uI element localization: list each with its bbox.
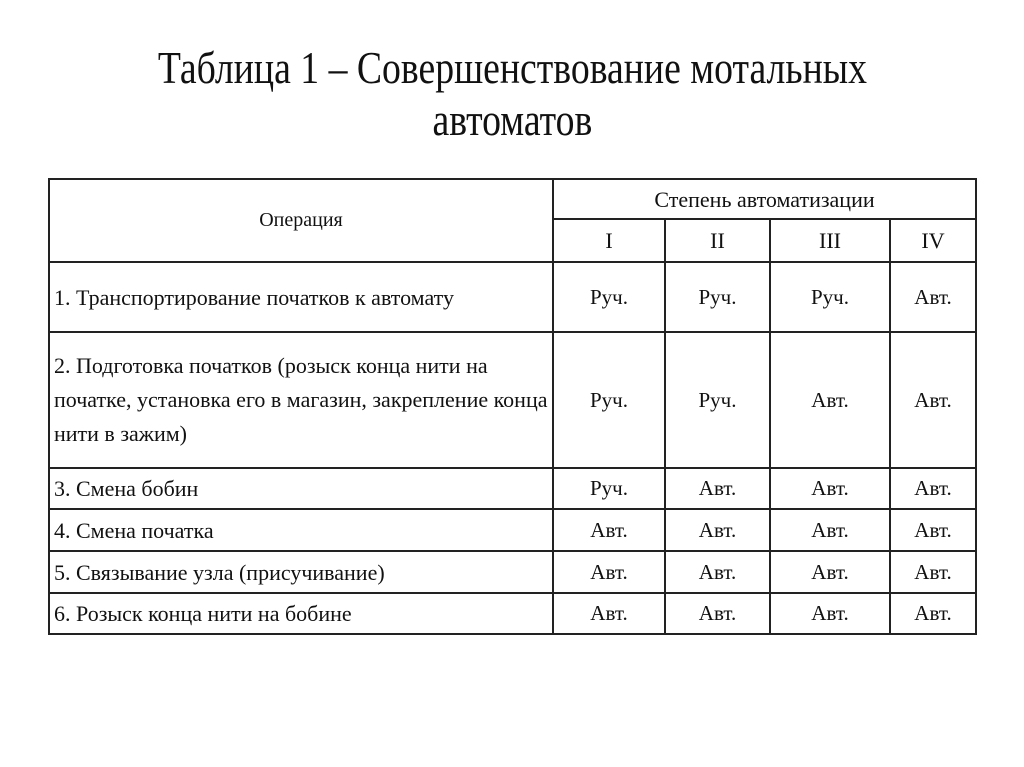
operation-cell: 5. Связывание узла (присучивание) xyxy=(49,551,553,593)
header-automation-degree: Степень автоматизации xyxy=(553,179,976,219)
value-cell: Авт. xyxy=(890,509,976,551)
value-cell: Авт. xyxy=(890,593,976,634)
operation-cell: 4. Смена початка xyxy=(49,509,553,551)
value-cell: Авт. xyxy=(770,332,890,468)
value-cell: Авт. xyxy=(770,593,890,634)
value-cell: Авт. xyxy=(890,468,976,509)
title-line-2: автоматов xyxy=(432,94,592,145)
value-cell: Авт. xyxy=(665,593,770,634)
operation-cell: 3. Смена бобин xyxy=(49,468,553,509)
value-cell: Руч. xyxy=(553,468,665,509)
value-cell: Авт. xyxy=(770,509,890,551)
value-cell: Авт. xyxy=(553,509,665,551)
header-level-1: I xyxy=(553,219,665,262)
table-row xyxy=(49,551,976,593)
value-cell: Авт. xyxy=(665,551,770,593)
value-cell: Авт. xyxy=(890,332,976,468)
table-row xyxy=(49,593,976,634)
value-cell: Руч. xyxy=(770,262,890,332)
operation-cell: 6. Розыск конца нити на бобине xyxy=(49,593,553,634)
value-cell: Руч. xyxy=(665,332,770,468)
header-level-3: III xyxy=(770,219,890,262)
value-cell: Руч. xyxy=(665,262,770,332)
table-row xyxy=(49,262,976,332)
value-cell: Авт. xyxy=(890,551,976,593)
title-line-1: Таблица 1 – Совершенствование мотальных xyxy=(157,42,867,93)
value-cell: Авт. xyxy=(665,468,770,509)
header-level-4: IV xyxy=(890,219,976,262)
value-cell: Руч. xyxy=(553,262,665,332)
table-row xyxy=(49,509,976,551)
header-level-2: II xyxy=(665,219,770,262)
value-cell: Авт. xyxy=(770,551,890,593)
value-cell: Авт. xyxy=(770,468,890,509)
value-cell: Авт. xyxy=(665,509,770,551)
value-cell: Авт. xyxy=(553,551,665,593)
value-cell: Авт. xyxy=(890,262,976,332)
header-row xyxy=(49,179,976,219)
automation-table xyxy=(48,178,977,635)
operation-cell: 2. Подготовка початков (розыск конца нити на початке, установка его в магазин, закрепление конца нити в зажим) xyxy=(49,332,553,468)
page-title xyxy=(0,42,1024,146)
table-row xyxy=(49,332,976,468)
table-row xyxy=(49,468,976,509)
operation-cell: 1. Транспортирование початков к автомату xyxy=(49,262,553,332)
value-cell: Авт. xyxy=(553,593,665,634)
value-cell: Руч. xyxy=(553,332,665,468)
header-operation: Операция xyxy=(49,179,553,262)
